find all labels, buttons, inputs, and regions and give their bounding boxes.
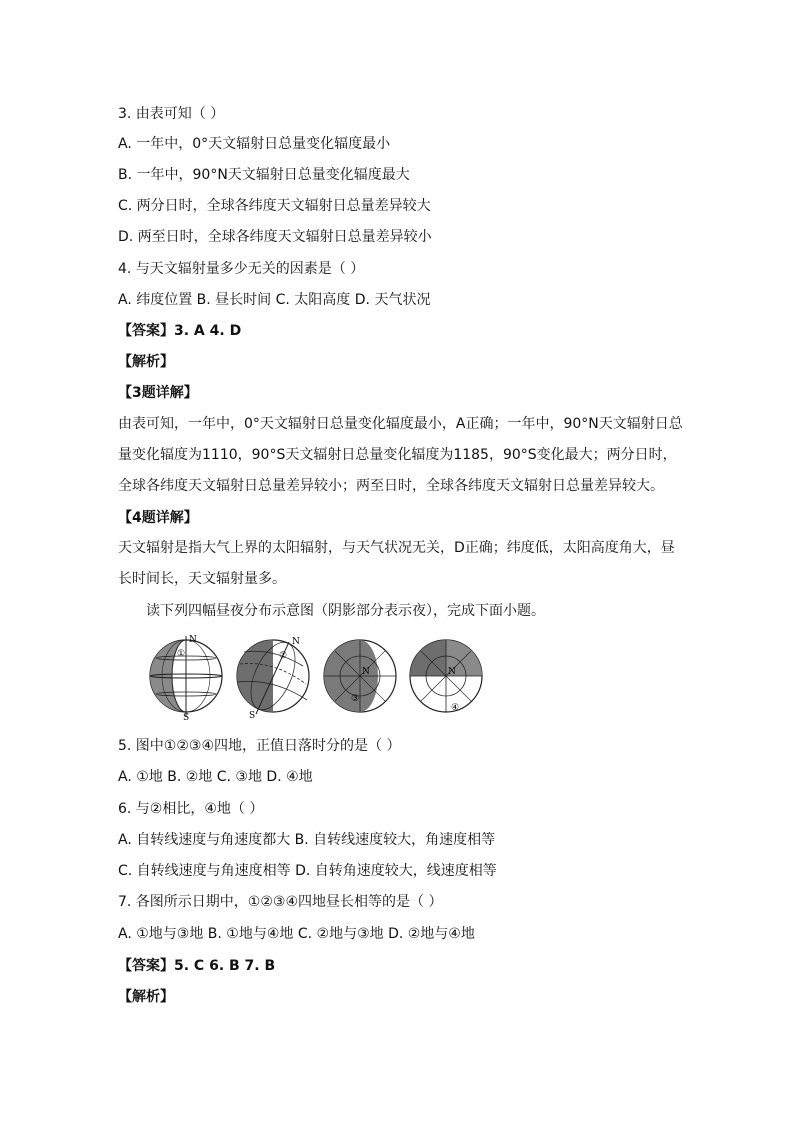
- globe-4: [410, 640, 482, 713]
- q3-option-d: D. 两至日时，全球各纬度天文辐射日总量差异较小: [118, 229, 432, 245]
- detail-4-title: 【4题详解】: [118, 510, 198, 526]
- globe2-point-2: ②: [279, 651, 288, 661]
- figure-intro: 读下列四幅昼夜分布示意图（阴影部分表示夜），完成下面小题。: [146, 603, 545, 619]
- day-night-figure: [148, 634, 488, 720]
- globe-1: [150, 635, 222, 720]
- globe3-north: N: [362, 667, 370, 677]
- q5-stem: 5. 图中①②③④四地，正值日落时分的是（ ）: [118, 738, 401, 754]
- globe1-north: N: [189, 635, 197, 645]
- q6-option-ab: A. 自转线速度与角速度都大 B. 自转线速度较大，角速度相等: [118, 832, 496, 848]
- q4-stem: 4. 与天文辐射量多少无关的因素是（ ）: [118, 261, 365, 277]
- analysis-label-2: 【解析】: [118, 989, 174, 1005]
- detail-3-text: 由表可知，一年中，0°天文辐射日总量变化辐度最小，A正确；一年中，90°N天文辐射日总量变化辐度为1110，90°S天文辐射日总量变化辐度为1185，90°S变化最大；两分日时，全球各纬度天文辐射日总量差异较小；两至日时，全球各纬度天文辐射日总量差异较大。: [118, 416, 683, 494]
- globe-3: [324, 640, 396, 712]
- detail-3-title: 【3题详解】: [118, 385, 198, 401]
- analysis-label-1: 【解析】: [118, 354, 174, 370]
- q3-option-c: C. 两分日时，全球各纬度天文辐射日总量差异较大: [118, 198, 431, 214]
- q3-option-a: A. 一年中，0°天文辐射日总量变化辐度最小: [118, 136, 391, 152]
- q5-options: A. ①地 B. ②地 C. ③地 D. ④地: [118, 769, 313, 785]
- q3-option-b: B. 一年中，90°N天文辐射日总量变化辐度最大: [118, 167, 410, 183]
- globe4-north: N: [448, 667, 456, 677]
- globe3-point-3: ③: [351, 694, 360, 704]
- q7-options: A. ①地与③地 B. ①地与④地 C. ②地与③地 D. ②地与④地: [118, 926, 475, 942]
- q6-option-cd: C. 自转线速度与角速度相等 D. 自转角速度较大，线速度相等: [118, 863, 497, 879]
- globe2-north: N: [292, 637, 300, 647]
- globe1-south: S: [183, 713, 190, 720]
- globe-2: [237, 636, 309, 720]
- answer-block-2: 【答案】5. C 6. B 7. B: [118, 958, 276, 974]
- globe4-point-4: ④: [451, 703, 460, 713]
- q6-stem: 6. 与②相比，④地（ ）: [118, 801, 264, 817]
- q4-options: A. 纬度位置 B. 昼长时间 C. 太阳高度 D. 天气状况: [118, 292, 431, 308]
- q7-stem: 7. 各图所示日期中，①②③④四地昼长相等的是（ ）: [118, 894, 443, 910]
- answer-block-1: 【答案】3. A 4. D: [118, 323, 242, 339]
- q3-stem: 3. 由表可知（ ）: [118, 106, 225, 122]
- globe2-south: S: [249, 711, 256, 720]
- detail-4-text: 天文辐射是指大气上界的太阳辐射，与天气状况无关，D正确；纬度低，太阳高度角大，昼长时间长，天文辐射量多。: [118, 540, 675, 587]
- globe1-point-1: ①: [177, 649, 186, 659]
